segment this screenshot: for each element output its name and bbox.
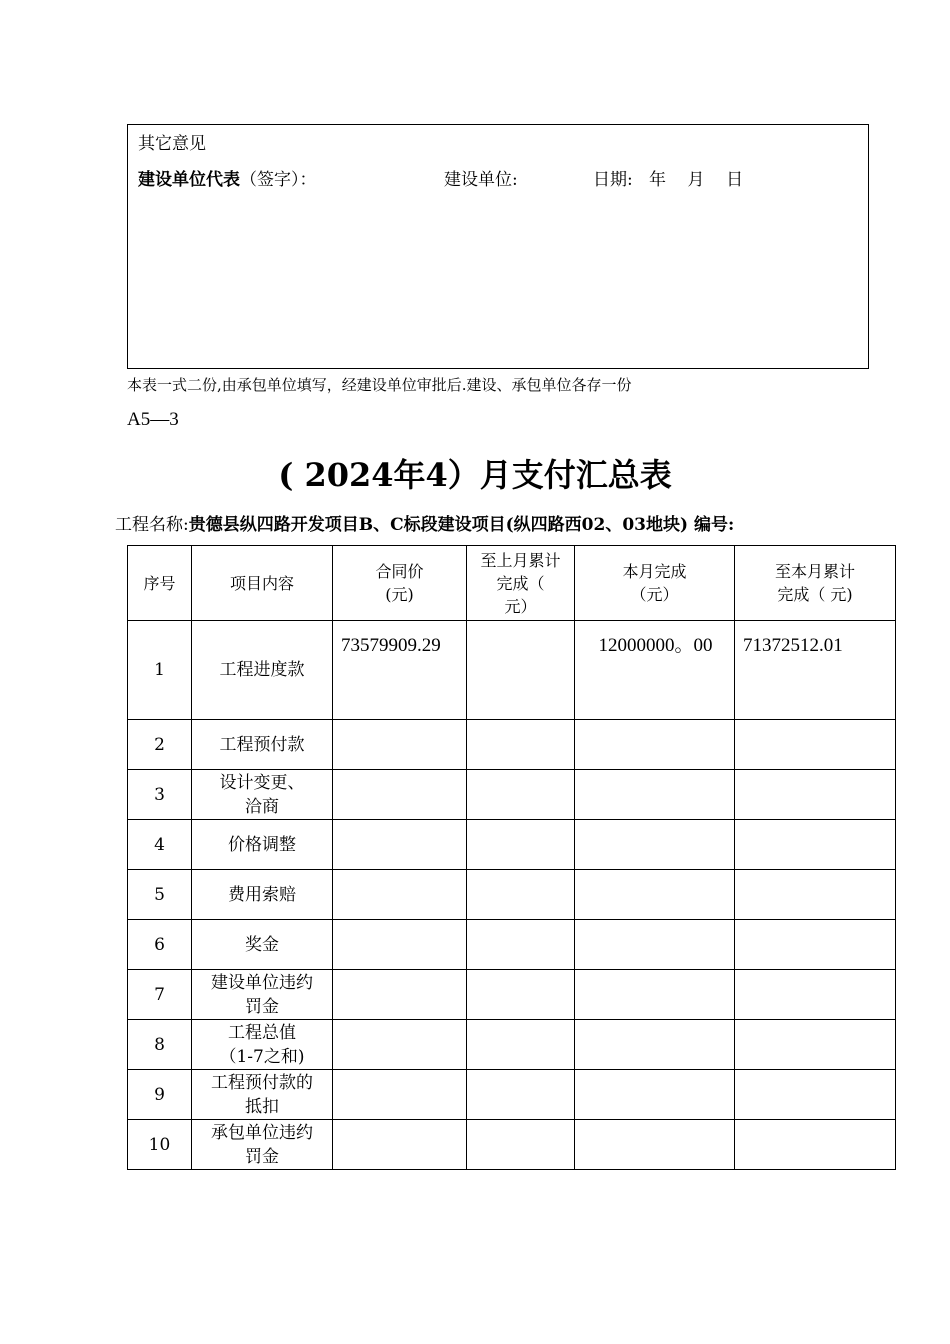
this-month-cell bbox=[575, 770, 735, 820]
this-month-cell bbox=[575, 870, 735, 920]
cumulative-total-cell bbox=[735, 920, 896, 970]
prev-cumulative-cell bbox=[467, 870, 575, 920]
form-number: A5—3 bbox=[127, 409, 179, 430]
this-month-cell bbox=[575, 820, 735, 870]
cumulative-total-cell bbox=[735, 720, 896, 770]
prev-cumulative-cell bbox=[467, 920, 575, 970]
project-name-line bbox=[115, 510, 734, 535]
item-content-cell: 工程进度款 bbox=[192, 621, 333, 720]
table-row bbox=[128, 970, 896, 1020]
construction-unit-label: 建设单位: bbox=[444, 170, 518, 190]
contract-price-cell: 73579909.29 bbox=[333, 621, 467, 720]
this-month-cell bbox=[575, 920, 735, 970]
header-cumulative-total: 至本月累计 完成（ 元) bbox=[735, 546, 896, 621]
row-number-cell: 2 bbox=[128, 720, 192, 770]
prev-cumulative-cell bbox=[467, 621, 575, 720]
table-row bbox=[128, 1020, 896, 1070]
contract-price-cell bbox=[333, 820, 467, 870]
page-title: ( 2024年4）月支付汇总表 bbox=[278, 456, 672, 494]
cumulative-total-cell bbox=[735, 1020, 896, 1070]
header-contract-price: 合同价 (元) bbox=[333, 546, 467, 621]
header-prev-cumulative: 至上月累计 完成（ 元） bbox=[467, 546, 575, 621]
table-row bbox=[128, 1120, 896, 1170]
cumulative-total-cell bbox=[735, 770, 896, 820]
contract-price-cell bbox=[333, 770, 467, 820]
table-row bbox=[128, 1070, 896, 1120]
header-this-month: 本月完成 （元） bbox=[575, 546, 735, 621]
table-row bbox=[128, 920, 896, 970]
this-month-cell bbox=[575, 1020, 735, 1070]
cumulative-total-cell bbox=[735, 970, 896, 1020]
contract-price-cell bbox=[333, 1070, 467, 1120]
table-row bbox=[128, 820, 896, 870]
project-name-label: 工程名称: bbox=[115, 515, 189, 535]
cumulative-total-cell bbox=[735, 870, 896, 920]
this-month-cell bbox=[575, 720, 735, 770]
row-number-cell: 7 bbox=[128, 970, 192, 1020]
row-number-cell: 6 bbox=[128, 920, 192, 970]
row-number-cell: 4 bbox=[128, 820, 192, 870]
contract-price-cell bbox=[333, 1020, 467, 1070]
cumulative-total-cell bbox=[735, 1070, 896, 1120]
row-number-cell: 1 bbox=[128, 621, 192, 720]
contract-price-cell bbox=[333, 720, 467, 770]
item-content-cell: 工程预付款 bbox=[192, 720, 333, 770]
item-content-cell: 工程总值 （1-7之和) bbox=[192, 1020, 333, 1070]
date-label: 日期: 年 月 日 bbox=[593, 170, 744, 190]
representative-signature-label: 建设单位代表（签字）： bbox=[138, 170, 317, 190]
row-number-cell: 5 bbox=[128, 870, 192, 920]
item-content-cell: 费用索赔 bbox=[192, 870, 333, 920]
prev-cumulative-cell bbox=[467, 820, 575, 870]
project-name-value: 贵德县纵四路开发项目B、C标段建设项目(纵四路西02、03地块) 编号: bbox=[188, 515, 735, 535]
item-content-cell: 工程预付款的 抵扣 bbox=[192, 1070, 333, 1120]
contract-price-cell bbox=[333, 970, 467, 1020]
prev-cumulative-cell bbox=[467, 970, 575, 1020]
item-content-cell: 承包单位违约 罚金 bbox=[192, 1120, 333, 1170]
table-row bbox=[128, 770, 896, 820]
this-month-cell bbox=[575, 970, 735, 1020]
payment-summary-table bbox=[127, 545, 896, 1170]
cumulative-total-cell: 71372512.01 bbox=[735, 621, 896, 720]
row-number-cell: 8 bbox=[128, 1020, 192, 1070]
form-note: 本表一式二份,由承包单位填写，经建设单位审批后.建设、承包单位各存一份 bbox=[127, 376, 632, 394]
row-number-cell: 10 bbox=[128, 1120, 192, 1170]
item-content-cell: 设计变更、 洽商 bbox=[192, 770, 333, 820]
this-month-cell bbox=[575, 1120, 735, 1170]
table-row bbox=[128, 720, 896, 770]
prev-cumulative-cell bbox=[467, 720, 575, 770]
other-opinion-label: 其它意见 bbox=[138, 134, 206, 154]
contract-price-cell bbox=[333, 1120, 467, 1170]
prev-cumulative-cell bbox=[467, 770, 575, 820]
this-month-cell bbox=[575, 1070, 735, 1120]
prev-cumulative-cell bbox=[467, 1020, 575, 1070]
header-item: 项目内容 bbox=[192, 546, 333, 621]
cumulative-total-cell bbox=[735, 1120, 896, 1170]
item-content-cell: 奖金 bbox=[192, 920, 333, 970]
prev-cumulative-cell bbox=[467, 1070, 575, 1120]
row-number-cell: 9 bbox=[128, 1070, 192, 1120]
other-opinion-box bbox=[127, 124, 869, 369]
table-row bbox=[128, 621, 896, 720]
item-content-cell: 价格调整 bbox=[192, 820, 333, 870]
row-number-cell: 3 bbox=[128, 770, 192, 820]
contract-price-cell bbox=[333, 920, 467, 970]
prev-cumulative-cell bbox=[467, 1120, 575, 1170]
table-row bbox=[128, 870, 896, 920]
this-month-cell: 12000000。00 bbox=[575, 621, 735, 720]
cumulative-total-cell bbox=[735, 820, 896, 870]
table-header-row bbox=[128, 546, 896, 621]
item-content-cell: 建设单位违约 罚金 bbox=[192, 970, 333, 1020]
header-seq: 序号 bbox=[128, 546, 192, 621]
contract-price-cell bbox=[333, 870, 467, 920]
